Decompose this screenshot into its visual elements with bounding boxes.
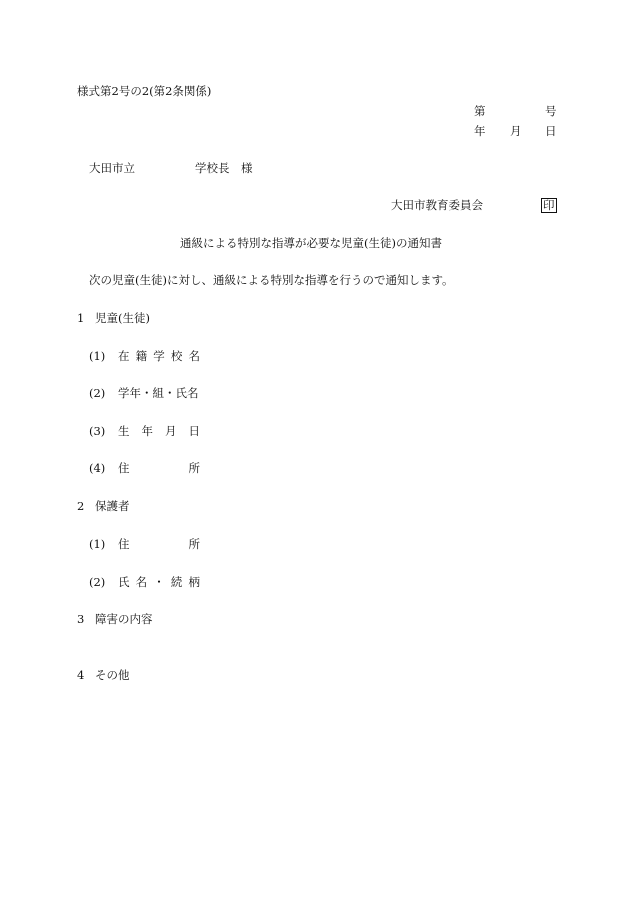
- label-char: 名: [135, 575, 148, 589]
- document-title: 通級による特別な指導が必要な児童(生徒)の通知書: [180, 236, 442, 250]
- seal-mark: [541, 198, 557, 213]
- date-month: 月: [510, 124, 522, 138]
- section-4-number: 4: [77, 668, 85, 682]
- doc-number-prefix: 第: [474, 104, 486, 118]
- section-1-heading: 児童(生徒): [95, 311, 150, 325]
- label-char: 住: [118, 461, 130, 475]
- section-3-number: 3: [77, 612, 85, 626]
- seal-text: 印: [543, 198, 555, 212]
- field-label-school: [118, 349, 200, 363]
- label-char: 住: [118, 537, 130, 551]
- label-char: 名: [188, 349, 200, 363]
- item-number: (2): [89, 575, 106, 589]
- label-char: 月: [165, 424, 177, 438]
- field-label-grade-class-name: 学年・組・氏名: [118, 386, 199, 400]
- intro-text: 次の児童(生徒)に対し、通級による特別な指導を行うので通知します。: [89, 273, 454, 287]
- doc-number-suffix: 号: [545, 104, 557, 118]
- label-char: 学: [153, 349, 165, 363]
- label-char: 校: [170, 349, 183, 363]
- field-label-address: [118, 461, 200, 475]
- label-char: 続: [170, 575, 183, 589]
- section-3-heading: 障害の内容: [95, 612, 153, 626]
- addressee-city: 大田市立: [89, 161, 135, 175]
- item-number: (4): [89, 461, 106, 475]
- label-char: 柄: [188, 575, 200, 589]
- section-2-heading: 保護者: [95, 499, 130, 513]
- section-2-number: 2: [77, 499, 85, 513]
- label-char: ・: [153, 575, 165, 589]
- addressee-principal: 学校長 様: [195, 161, 253, 175]
- sender-name: 大田市教育委員会: [391, 198, 483, 212]
- field-label-guardian-name-relation: [118, 575, 200, 589]
- section-4-heading: その他: [95, 668, 130, 682]
- label-char: 生: [118, 424, 130, 438]
- item-number: (3): [89, 424, 106, 438]
- label-char: 在: [118, 349, 130, 363]
- label-char: 所: [188, 461, 200, 475]
- date-year: 年: [474, 124, 486, 138]
- item-number: (1): [89, 537, 106, 551]
- field-label-birthdate: [118, 424, 200, 438]
- label-char: 所: [188, 537, 200, 551]
- label-char: 日: [188, 424, 200, 438]
- label-char: 籍: [135, 349, 148, 363]
- field-label-guardian-address: [118, 537, 200, 551]
- item-number: (2): [89, 386, 106, 400]
- form-number: 様式第2号の2(第2条関係): [77, 84, 212, 98]
- item-number: (1): [89, 349, 106, 363]
- section-1-number: 1: [77, 311, 85, 325]
- label-char: 年: [141, 424, 153, 438]
- date-day: 日: [545, 124, 557, 138]
- label-char: 氏: [118, 575, 130, 589]
